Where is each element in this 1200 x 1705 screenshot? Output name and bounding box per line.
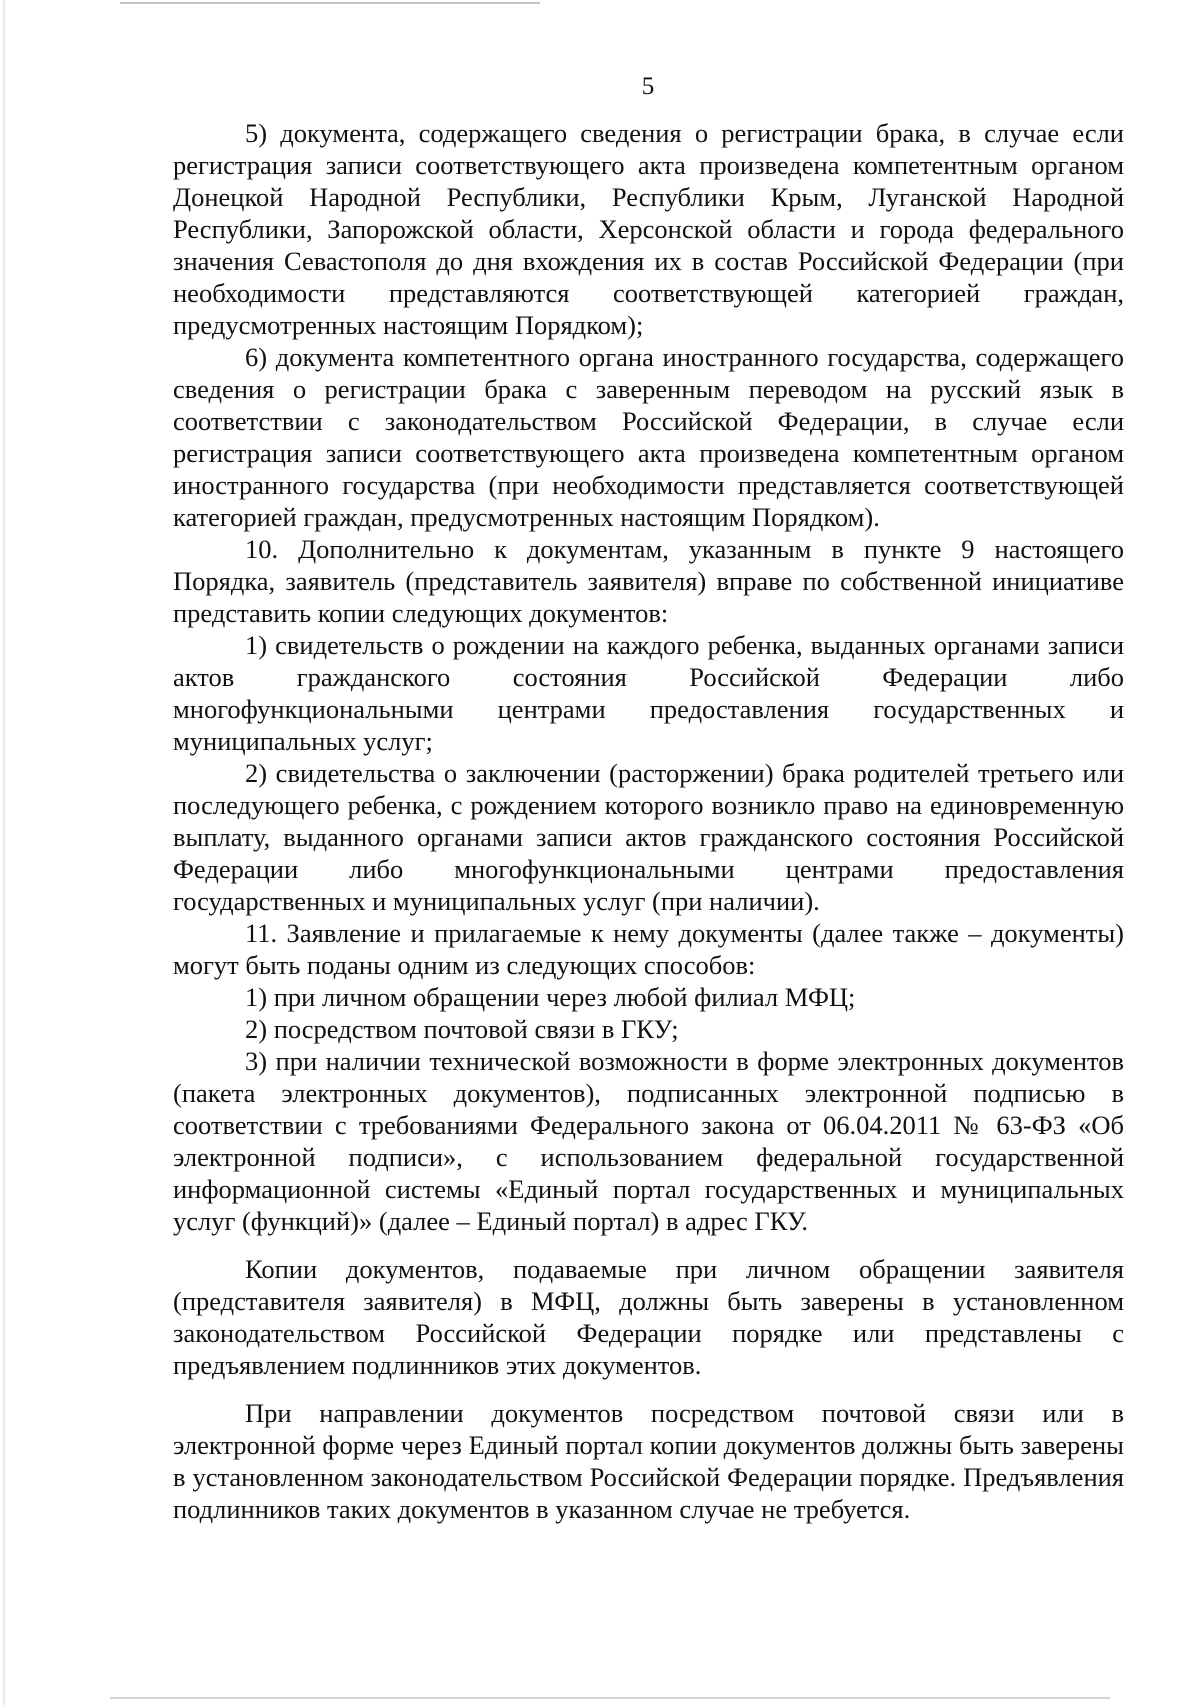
paragraph-clause-11-item-1: 1) при личном обращении через любой филиал МФЦ; [245,982,856,1012]
page-number: 5 [641,73,655,100]
scan-edge-top [120,2,540,4]
paragraph-clause-11-item-2: 2) посредством почтовой связи в ГКУ; [245,1014,679,1044]
paragraph-copies-in-person: Копии документов, подаваемые при личном обращении заявителя (представителя заявителя) в МФЦ, должны быть заверены в установленном законодательством Российской Федерации порядке или представлены с предъявлением подлинников этих документов. [173,1254,1124,1380]
scan-edge-bottom [110,1697,1110,1699]
document-body [173,117,1124,1525]
paragraph-clause-11: 11. Заявление и прилагаемые к нему документы (далее также – документы) могут быть поданы одним из следующих способов: [173,918,1124,980]
paragraph-copies-postal-electronic: При направлении документов посредством почтовой связи или в электронной форме через Единый портал копии документов должны быть заверены в установленном законодательством Российской Федерации порядке. Предъявления подлинников таких документов в указанном случае не требуется. [173,1398,1124,1524]
scan-edge-left [3,0,5,1705]
paragraph-clause-10: 10. Дополнительно к документам, указанным в пункте 9 настоящего Порядка, заявитель (представитель заявителя) вправе по собственной инициативе представить копии следующих документов: [173,534,1124,628]
paragraph-item-5: 5) документа, содержащего сведения о регистрации брака, в случае если регистрация записи соответствующего акта произведена компетентным органом Донецкой Народной Республики, Республики Крым, Луганской Народной Республики, Запорожской области, Херсонской области и города федерального значения Севастополя до дня вхождения их в состав Российской Федерации (при необходимости представляются соответствующей категорией граждан, предусмотренных настоящим Порядком); [173,118,1124,340]
paragraph-clause-11-item-3: 3) при наличии технической возможности в форме электронных документов (пакета электронных документов), подписанных электронной подписью в соответствии с требованиями Федерального закона от 06.04.2011 № 63-ФЗ «Об электронной подписи», с использованием федеральной государственной информационной системы «Единый портал государственных и муниципальных услуг (функций)» (далее – Единый портал) в адрес ГКУ. [173,1046,1124,1236]
paragraph-clause-10-item-1: 1) свидетельств о рождении на каждого ребенка, выданных органами записи актов гражданского состояния Российской Федерации либо многофункциональными центрами предоставления государственных и муниципальных услуг; [173,630,1124,756]
paragraph-item-6: 6) документа компетентного органа иностранного государства, содержащего сведения о регистрации брака с заверенным переводом на русский язык в соответствии с законодательством Российской Федерации, в случае если регистрация записи соответствующего акта произведена компетентным органом иностранного государства (при необходимости представляется соответствующей категорией граждан, предусмотренных настоящим Порядком). [173,342,1124,532]
paragraph-clause-10-item-2: 2) свидетельства о заключении (расторжении) брака родителей третьего или последующего ребенка, с рождением которого возникло право на единовременную выплату, выданного органами записи актов гражданского состояния Российской Федерации либо многофункциональными центрами предоставления государственных и муниципальных услуг (при наличии). [173,758,1124,916]
